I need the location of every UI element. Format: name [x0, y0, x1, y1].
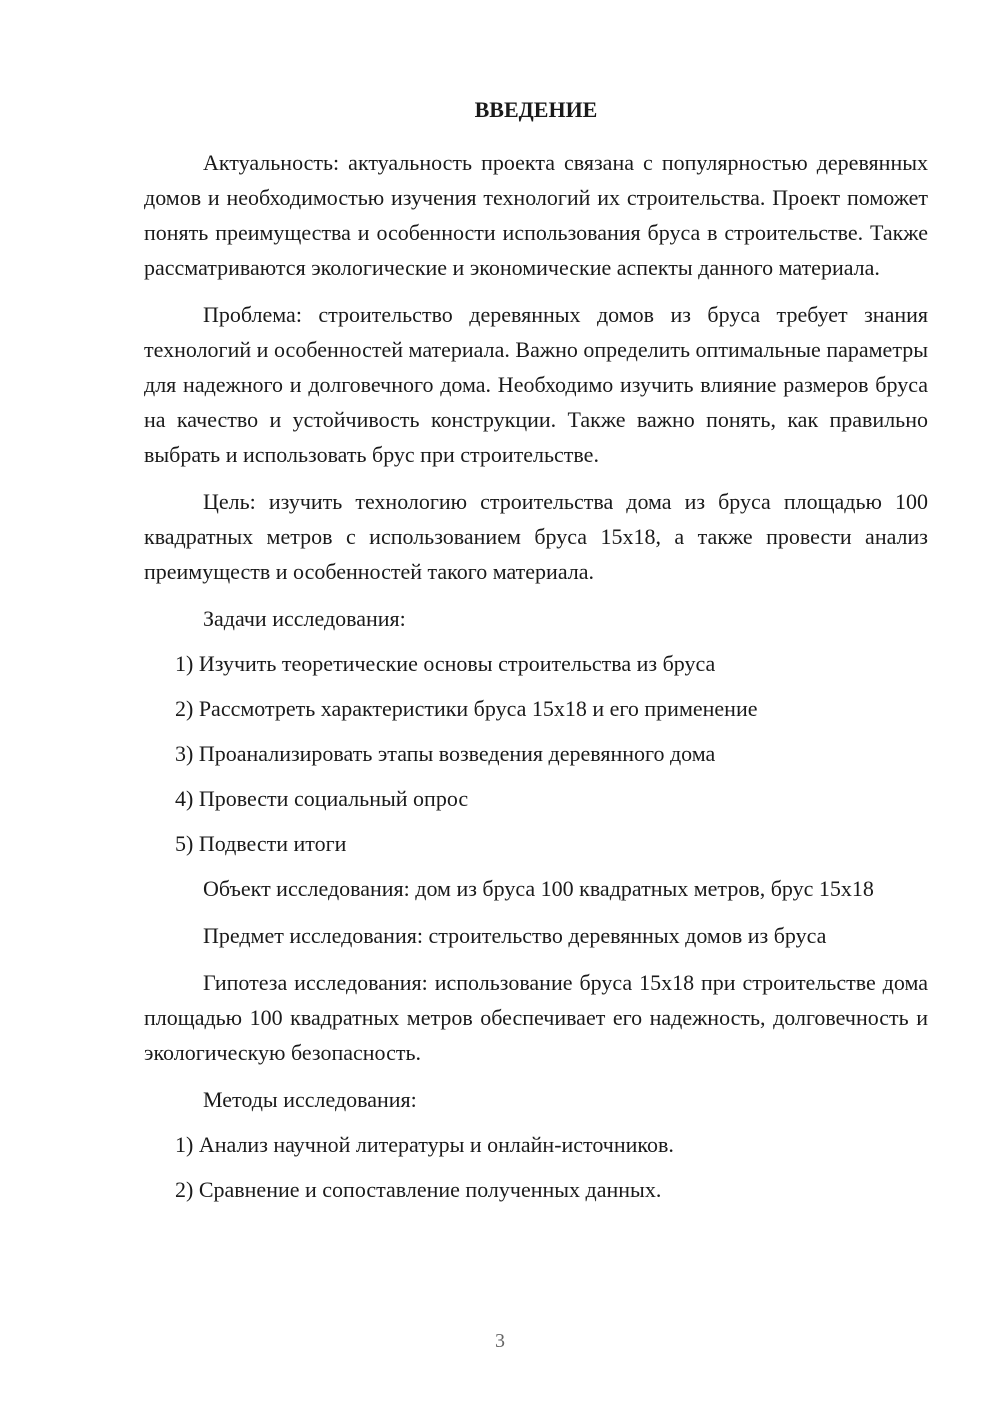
page-number: 3 — [495, 1330, 505, 1352]
task-item: 1) Изучить теоретические основы строительства из бруса — [175, 651, 716, 676]
method-item: 2) Сравнение и сопоставление полученных данных. — [175, 1177, 662, 1202]
object-paragraph: Объект исследования: дом из бруса 100 квадратных метров, брус 15х18 — [203, 876, 874, 901]
tasks-heading: Задачи исследования: — [203, 606, 406, 631]
problem-paragraph: Проблема: строительство деревянных домов из бруса требует знания технологий и особенностей материала. Важно определить оптимальные параметры для надежного и долговечного дома. Необходимо изучить влияние размеров бруса на качество и устойчивость конструкции. Также важно понять, как правильно выбрать и использовать брус при строительстве. — [144, 302, 928, 467]
tasks-list — [144, 646, 928, 861]
methods-heading: Методы исследования: — [203, 1087, 417, 1112]
document-page — [144, 92, 928, 1217]
section-title: ВВЕДЕНИЕ — [474, 97, 598, 122]
task-item: 2) Рассмотреть характеристики бруса 15х18 и его применение — [175, 696, 758, 721]
method-item: 1) Анализ научной литературы и онлайн-источников. — [175, 1132, 674, 1157]
task-item: 3) Проанализировать этапы возведения деревянного дома — [175, 741, 716, 766]
relevance-paragraph: Актуальность: актуальность проекта связана с популярностью деревянных домов и необходимостью изучения технологий их строительства. Проект поможет понять преимущества и особенности использования бруса в строительстве. Также рассматриваются экологические и экономические аспекты данного материала. — [144, 150, 928, 280]
task-item: 4) Провести социальный опрос — [175, 786, 469, 811]
hypothesis-paragraph: Гипотеза исследования: использование бруса 15х18 при строительстве дома площадью 100 квадратных метров обеспечивает его надежность, долговечность и экологическую безопасность. — [144, 970, 928, 1065]
task-item: 5) Подвести итоги — [175, 831, 347, 856]
subject-paragraph: Предмет исследования: строительство деревянных домов из бруса — [203, 923, 827, 948]
goal-paragraph: Цель: изучить технологию строительства дома из бруса площадью 100 квадратных метров с использованием бруса 15х18, а также провести анализ преимуществ и особенностей такого материала. — [144, 489, 928, 584]
methods-list — [144, 1127, 928, 1207]
